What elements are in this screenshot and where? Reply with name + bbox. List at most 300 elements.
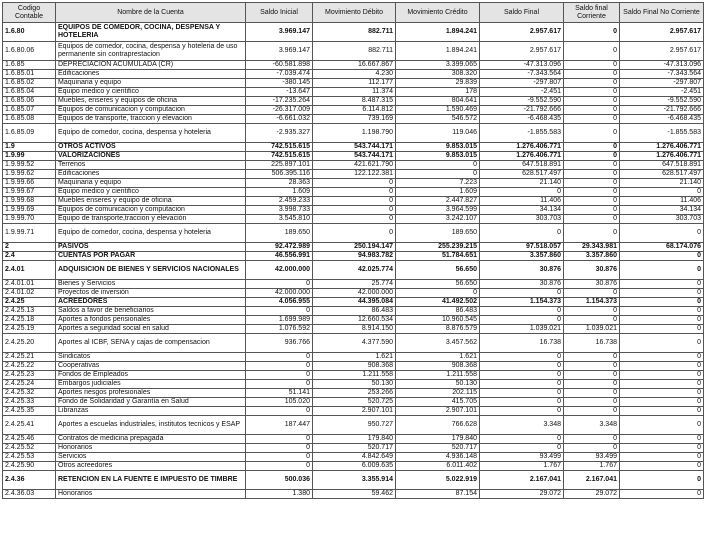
- table-row: [3, 362, 704, 371]
- no-corriente-cell: 0: [620, 325, 704, 334]
- table-row: [3, 115, 704, 124]
- debito-cell: 908.368: [313, 362, 396, 371]
- debito-cell: 1.211.558: [313, 371, 396, 380]
- saldo-inicial-cell: 3.969.147: [246, 42, 313, 61]
- corriente-cell: 0: [564, 97, 620, 106]
- code-cell: 2.4.01: [3, 261, 56, 280]
- saldo-inicial-cell: 187.447: [246, 416, 313, 435]
- name-cell: Equipo medico y cientifico: [56, 88, 246, 97]
- name-cell: Aportes a seguridad social en salud: [56, 325, 246, 334]
- name-cell: Muebles enseres y equipo de oficina: [56, 197, 246, 206]
- corriente-cell: 0: [564, 170, 620, 179]
- table-row: [3, 23, 704, 42]
- code-cell: 2.4: [3, 252, 56, 261]
- name-cell: Cooperativas: [56, 362, 246, 371]
- code-cell: 2.4.25.23: [3, 371, 56, 380]
- saldo-inicial-cell: 0: [246, 353, 313, 362]
- credito-cell: 179.840: [396, 435, 480, 444]
- debito-cell: 882.711: [313, 23, 396, 42]
- saldo-final-cell: 1.767: [480, 462, 564, 471]
- name-cell: DEPRECIACION ACUMULADA (CR): [56, 61, 246, 70]
- name-cell: Equipos de comunicacion y computacion: [56, 206, 246, 215]
- debito-cell: 0: [313, 179, 396, 188]
- credito-cell: 41.492.502: [396, 298, 480, 307]
- saldo-final-cell: 0: [480, 444, 564, 453]
- credito-cell: 804.641: [396, 97, 480, 106]
- code-cell: 2.4.36.03: [3, 490, 56, 499]
- name-cell: PASIVOS: [56, 243, 246, 252]
- name-cell: Aportes riesgos profesionales: [56, 389, 246, 398]
- credito-cell: 2.907.101: [396, 407, 480, 416]
- no-corriente-cell: -7.343.564: [620, 70, 704, 79]
- no-corriente-cell: 2.957.617: [620, 42, 704, 61]
- table-row: [3, 453, 704, 462]
- credito-cell: 202.115: [396, 389, 480, 398]
- credito-cell: 10.960.545: [396, 316, 480, 325]
- saldo-inicial-cell: 0: [246, 371, 313, 380]
- no-corriente-cell: 0: [620, 252, 704, 261]
- debito-cell: 739.169: [313, 115, 396, 124]
- saldo-final-cell: -297.807: [480, 79, 564, 88]
- credito-cell: 0: [396, 170, 480, 179]
- corriente-cell: 0: [564, 371, 620, 380]
- saldo-final-cell: 11.406: [480, 197, 564, 206]
- debito-cell: 0: [313, 188, 396, 197]
- debito-cell: 4.377.590: [313, 334, 396, 353]
- code-cell: 2.4.25.20: [3, 334, 56, 353]
- name-cell: Libranzas: [56, 407, 246, 416]
- name-cell: Saldos a favor de beneficiarios: [56, 307, 246, 316]
- corriente-cell: 0: [564, 79, 620, 88]
- saldo-final-cell: 0: [480, 316, 564, 325]
- corriente-cell: 0: [564, 42, 620, 61]
- table-row: [3, 143, 704, 152]
- code-cell: 1.9.99.68: [3, 197, 56, 206]
- credito-cell: 56.650: [396, 280, 480, 289]
- header-saldo-final: Saldo Final: [480, 3, 564, 23]
- name-cell: Equipo de comedor, cocina, despensa y hoteleria: [56, 124, 246, 143]
- saldo-final-cell: 0: [480, 362, 564, 371]
- no-corriente-cell: 0: [620, 362, 704, 371]
- code-cell: 1.9.99.66: [3, 179, 56, 188]
- saldo-inicial-cell: -13.647: [246, 88, 313, 97]
- code-cell: 2.4.36: [3, 471, 56, 490]
- no-corriente-cell: 0: [620, 407, 704, 416]
- corriente-cell: 0: [564, 398, 620, 407]
- table-row: [3, 106, 704, 115]
- code-cell: 1.6.85.01: [3, 70, 56, 79]
- code-cell: 2.4.25.21: [3, 353, 56, 362]
- credito-cell: 3.242.107: [396, 215, 480, 224]
- saldo-inicial-cell: 4.056.955: [246, 298, 313, 307]
- credito-cell: 0: [396, 289, 480, 298]
- debito-cell: 25.774: [313, 280, 396, 289]
- name-cell: Equipo de transporte,traccion y elevación: [56, 215, 246, 224]
- debito-cell: 1.198.790: [313, 124, 396, 143]
- no-corriente-cell: 0: [620, 307, 704, 316]
- name-cell: ACREEDORES: [56, 298, 246, 307]
- no-corriente-cell: 0: [620, 490, 704, 499]
- no-corriente-cell: 0: [620, 188, 704, 197]
- credito-cell: 9.853.015: [396, 143, 480, 152]
- no-corriente-cell: -6.468.435: [620, 115, 704, 124]
- no-corriente-cell: -2.451: [620, 88, 704, 97]
- code-cell: 2.4.01.01: [3, 280, 56, 289]
- saldo-inicial-cell: 500.036: [246, 471, 313, 490]
- no-corriente-cell: 0: [620, 261, 704, 280]
- name-cell: Muebles, enseres y equipos de oficina: [56, 97, 246, 106]
- credito-cell: 1.894.241: [396, 42, 480, 61]
- table-row: [3, 61, 704, 70]
- saldo-inicial-cell: 105.020: [246, 398, 313, 407]
- saldo-inicial-cell: 742.515.615: [246, 152, 313, 161]
- header-codigo: Codigo Contable: [3, 3, 56, 23]
- corriente-cell: 0: [564, 23, 620, 42]
- no-corriente-cell: 0: [620, 398, 704, 407]
- saldo-inicial-cell: -380.145: [246, 79, 313, 88]
- code-cell: 1.6.85.08: [3, 115, 56, 124]
- corriente-cell: 30.876: [564, 280, 620, 289]
- corriente-cell: 0: [564, 106, 620, 115]
- corriente-cell: 0: [564, 380, 620, 389]
- table-row: [3, 298, 704, 307]
- code-cell: 2.4.25.35: [3, 407, 56, 416]
- corriente-cell: 0: [564, 289, 620, 298]
- no-corriente-cell: 0: [620, 471, 704, 490]
- debito-cell: 520.717: [313, 444, 396, 453]
- corriente-cell: 0: [564, 224, 620, 243]
- saldo-final-cell: 0: [480, 407, 564, 416]
- code-cell: 2.4.25.53: [3, 453, 56, 462]
- saldo-final-cell: 0: [480, 188, 564, 197]
- table-row: [3, 389, 704, 398]
- corriente-cell: 0: [564, 407, 620, 416]
- code-cell: 2.4.25.19: [3, 325, 56, 334]
- saldo-final-cell: 1.276.406.771: [480, 152, 564, 161]
- name-cell: Honorarios: [56, 444, 246, 453]
- saldo-inicial-cell: 742.515.615: [246, 143, 313, 152]
- saldo-inicial-cell: -7.039.474: [246, 70, 313, 79]
- table-row: [3, 252, 704, 261]
- debito-cell: 112.177: [313, 79, 396, 88]
- corriente-cell: 0: [564, 206, 620, 215]
- saldo-final-cell: 0: [480, 371, 564, 380]
- saldo-inicial-cell: 0: [246, 380, 313, 389]
- table-row: [3, 325, 704, 334]
- no-corriente-cell: 0: [620, 462, 704, 471]
- name-cell: CUENTAS POR PAGAR: [56, 252, 246, 261]
- saldo-inicial-cell: 1.609: [246, 188, 313, 197]
- table-row: [3, 398, 704, 407]
- table-row: [3, 179, 704, 188]
- corriente-cell: 0: [564, 152, 620, 161]
- credito-cell: 415.705: [396, 398, 480, 407]
- name-cell: Honorarios: [56, 490, 246, 499]
- no-corriente-cell: -9.552.590: [620, 97, 704, 106]
- table-row: [3, 334, 704, 353]
- no-corriente-cell: -21.792.666: [620, 106, 704, 115]
- debito-cell: 16.667.867: [313, 61, 396, 70]
- debito-cell: 250.194.147: [313, 243, 396, 252]
- credito-cell: 1.211.558: [396, 371, 480, 380]
- saldo-final-cell: 30.876: [480, 261, 564, 280]
- table-row: [3, 161, 704, 170]
- code-cell: 1.6.85: [3, 61, 56, 70]
- table-row: [3, 289, 704, 298]
- corriente-cell: 29.072: [564, 490, 620, 499]
- saldo-inicial-cell: 28.363: [246, 179, 313, 188]
- name-cell: Contratos de medicina prepagada: [56, 435, 246, 444]
- saldo-inicial-cell: 0: [246, 444, 313, 453]
- table-row: [3, 490, 704, 499]
- debito-cell: 6.114.812: [313, 106, 396, 115]
- saldo-final-cell: 2.957.617: [480, 23, 564, 42]
- name-cell: OTROS ACTIVOS: [56, 143, 246, 152]
- saldo-final-cell: 2.167.041: [480, 471, 564, 490]
- credito-cell: 2.447.827: [396, 197, 480, 206]
- code-cell: 1.9.99.70: [3, 215, 56, 224]
- name-cell: Fondo de Solidaridad y Garantía en Salud: [56, 398, 246, 407]
- code-cell: 2.4.25.46: [3, 435, 56, 444]
- credito-cell: 8.876.579: [396, 325, 480, 334]
- name-cell: RETENCION EN LA FUENTE E IMPUESTO DE TIMBRE: [56, 471, 246, 490]
- credito-cell: 189.650: [396, 224, 480, 243]
- saldo-final-cell: -2.451: [480, 88, 564, 97]
- name-cell: Aportes a escuelas industriales, institutos tecnicos y ESAP: [56, 416, 246, 435]
- credito-cell: 1.894.241: [396, 23, 480, 42]
- name-cell: Otros acreedores: [56, 462, 246, 471]
- credito-cell: 7.223: [396, 179, 480, 188]
- debito-cell: 2.907.101: [313, 407, 396, 416]
- corriente-cell: 29.343.981: [564, 243, 620, 252]
- name-cell: Edificaciones: [56, 170, 246, 179]
- table-row: [3, 371, 704, 380]
- credito-cell: 766.628: [396, 416, 480, 435]
- saldo-final-cell: 21.140: [480, 179, 564, 188]
- saldo-inicial-cell: 506.395.116: [246, 170, 313, 179]
- credito-cell: 1.609: [396, 188, 480, 197]
- debito-cell: 253.266: [313, 389, 396, 398]
- credito-cell: 308.320: [396, 70, 480, 79]
- table-row: [3, 188, 704, 197]
- corriente-cell: 30.876: [564, 261, 620, 280]
- saldo-final-cell: 3.348: [480, 416, 564, 435]
- credito-cell: 87.154: [396, 490, 480, 499]
- no-corriente-cell: 2.957.617: [620, 23, 704, 42]
- name-cell: Embargos judiciales: [56, 380, 246, 389]
- debito-cell: 94.983.782: [313, 252, 396, 261]
- code-cell: 2: [3, 243, 56, 252]
- header-saldo-inicial: Saldo Inicial: [246, 3, 313, 23]
- credito-cell: 6.011.402: [396, 462, 480, 471]
- credito-cell: 5.022.919: [396, 471, 480, 490]
- saldo-final-cell: 34.134: [480, 206, 564, 215]
- corriente-cell: 0: [564, 70, 620, 79]
- name-cell: EQUIPOS DE COMEDOR, COCINA, DESPENSA Y HOTELERIA: [56, 23, 246, 42]
- code-cell: 2.4.25.13: [3, 307, 56, 316]
- credito-cell: 520.717: [396, 444, 480, 453]
- name-cell: Fondos de Empleados: [56, 371, 246, 380]
- table-row: [3, 243, 704, 252]
- name-cell: Equipos de comunicacion y computacion: [56, 106, 246, 115]
- debito-cell: 42.025.774: [313, 261, 396, 280]
- corriente-cell: 1.767: [564, 462, 620, 471]
- no-corriente-cell: 0: [620, 280, 704, 289]
- credito-cell: 50.130: [396, 380, 480, 389]
- credito-cell: 9.853.015: [396, 152, 480, 161]
- header-saldo-corriente: Saldo final Corriente: [564, 3, 620, 23]
- saldo-inicial-cell: -6.661.032: [246, 115, 313, 124]
- credito-cell: 0: [396, 161, 480, 170]
- name-cell: ADQUISICION DE BIENES Y SERVICIOS NACIONALES: [56, 261, 246, 280]
- debito-cell: 4.230: [313, 70, 396, 79]
- table-row: [3, 79, 704, 88]
- saldo-final-cell: 0: [480, 389, 564, 398]
- saldo-final-cell: 0: [480, 289, 564, 298]
- code-cell: 1.9.99.62: [3, 170, 56, 179]
- saldo-final-cell: -6.468.435: [480, 115, 564, 124]
- corriente-cell: 0: [564, 143, 620, 152]
- no-corriente-cell: -47.313.096: [620, 61, 704, 70]
- no-corriente-cell: 0: [620, 389, 704, 398]
- debito-cell: 882.711: [313, 42, 396, 61]
- saldo-inicial-cell: 0: [246, 280, 313, 289]
- debito-cell: 1.621: [313, 353, 396, 362]
- table-row: [3, 170, 704, 179]
- saldo-final-cell: 628.517.497: [480, 170, 564, 179]
- no-corriente-cell: 11.406: [620, 197, 704, 206]
- debito-cell: 44.395.084: [313, 298, 396, 307]
- debito-cell: 543.744.171: [313, 143, 396, 152]
- code-cell: 1.6.85.06: [3, 97, 56, 106]
- saldo-inicial-cell: -26.317.009: [246, 106, 313, 115]
- debito-cell: 520.725: [313, 398, 396, 407]
- credito-cell: 56.650: [396, 261, 480, 280]
- saldo-inicial-cell: 0: [246, 307, 313, 316]
- no-corriente-cell: 628.517.497: [620, 170, 704, 179]
- saldo-inicial-cell: 0: [246, 453, 313, 462]
- debito-cell: 0: [313, 206, 396, 215]
- table-row: [3, 407, 704, 416]
- saldo-final-cell: 0: [480, 398, 564, 407]
- no-corriente-cell: 0: [620, 224, 704, 243]
- corriente-cell: 0: [564, 88, 620, 97]
- saldo-final-cell: 3.357.860: [480, 252, 564, 261]
- saldo-inicial-cell: 2.459.233: [246, 197, 313, 206]
- credito-cell: 908.368: [396, 362, 480, 371]
- corriente-cell: 93.499: [564, 453, 620, 462]
- debito-cell: 8.487.315: [313, 97, 396, 106]
- table-row: [3, 97, 704, 106]
- saldo-inicial-cell: -60.581.898: [246, 61, 313, 70]
- saldo-inicial-cell: 1.076.592: [246, 325, 313, 334]
- name-cell: Aportes a fondos pensionales: [56, 316, 246, 325]
- corriente-cell: 0: [564, 197, 620, 206]
- code-cell: 2.4.25.32: [3, 389, 56, 398]
- debito-cell: 59.462: [313, 490, 396, 499]
- no-corriente-cell: 0: [620, 353, 704, 362]
- code-cell: 1.9: [3, 143, 56, 152]
- corriente-cell: 16.738: [564, 334, 620, 353]
- table-row: [3, 380, 704, 389]
- code-cell: 1.6.85.09: [3, 124, 56, 143]
- table-row: [3, 70, 704, 79]
- corriente-cell: 0: [564, 353, 620, 362]
- saldo-inicial-cell: 0: [246, 362, 313, 371]
- table-row: [3, 124, 704, 143]
- no-corriente-cell: 34.134: [620, 206, 704, 215]
- name-cell: Maquinaria y equipo: [56, 79, 246, 88]
- corriente-cell: 0: [564, 444, 620, 453]
- corriente-cell: 3.348: [564, 416, 620, 435]
- corriente-cell: 0: [564, 307, 620, 316]
- saldo-inicial-cell: 51.141: [246, 389, 313, 398]
- credito-cell: 3.399.065: [396, 61, 480, 70]
- name-cell: VALORIZACIONES: [56, 152, 246, 161]
- debito-cell: 421.621.790: [313, 161, 396, 170]
- debito-cell: 122.122.381: [313, 170, 396, 179]
- no-corriente-cell: 1.276.406.771: [620, 143, 704, 152]
- code-cell: 1.9.99.67: [3, 188, 56, 197]
- corriente-cell: 0: [564, 316, 620, 325]
- no-corriente-cell: 0: [620, 334, 704, 353]
- corriente-cell: 2.167.041: [564, 471, 620, 490]
- header-mov-debito: Movimiento Débito: [313, 3, 396, 23]
- debito-cell: 42.000.000: [313, 289, 396, 298]
- debito-cell: 6.009.635: [313, 462, 396, 471]
- saldo-final-cell: 1.039.021: [480, 325, 564, 334]
- saldo-inicial-cell: 3.545.810: [246, 215, 313, 224]
- credito-cell: 1.590.469: [396, 106, 480, 115]
- table-row: [3, 88, 704, 97]
- table-body: [3, 23, 704, 499]
- no-corriente-cell: 68.174.076: [620, 243, 704, 252]
- saldo-final-cell: 97.518.057: [480, 243, 564, 252]
- credito-cell: 119.046: [396, 124, 480, 143]
- no-corriente-cell: -1.855.583: [620, 124, 704, 143]
- name-cell: Equipo de comedor, cocina, despensa y hoteleria: [56, 224, 246, 243]
- header-saldo-no-corriente: Saldo Final No Corriente: [620, 3, 704, 23]
- saldo-final-cell: -21.792.666: [480, 106, 564, 115]
- table-row: [3, 215, 704, 224]
- saldo-final-cell: 1.154.373: [480, 298, 564, 307]
- code-cell: 2.4.25.41: [3, 416, 56, 435]
- no-corriente-cell: 21.140: [620, 179, 704, 188]
- corriente-cell: 0: [564, 124, 620, 143]
- credito-cell: 3.457.562: [396, 334, 480, 353]
- saldo-inicial-cell: 3.998.733: [246, 206, 313, 215]
- debito-cell: 4.842.649: [313, 453, 396, 462]
- corriente-cell: 3.357.860: [564, 252, 620, 261]
- debito-cell: 86.483: [313, 307, 396, 316]
- no-corriente-cell: 0: [620, 289, 704, 298]
- header-nombre: Nombre de la Cuenta: [56, 3, 246, 23]
- table-row: [3, 435, 704, 444]
- no-corriente-cell: 0: [620, 444, 704, 453]
- balance-table: [2, 2, 704, 499]
- credito-cell: 546.572: [396, 115, 480, 124]
- name-cell: Servicios: [56, 453, 246, 462]
- no-corriente-cell: 1.276.406.771: [620, 152, 704, 161]
- no-corriente-cell: 0: [620, 435, 704, 444]
- code-cell: 1.9.99.71: [3, 224, 56, 243]
- table-row: [3, 316, 704, 325]
- table-row: [3, 206, 704, 215]
- code-cell: 1.6.85.04: [3, 88, 56, 97]
- saldo-final-cell: -47.313.096: [480, 61, 564, 70]
- credito-cell: 1.621: [396, 353, 480, 362]
- name-cell: Terrenos: [56, 161, 246, 170]
